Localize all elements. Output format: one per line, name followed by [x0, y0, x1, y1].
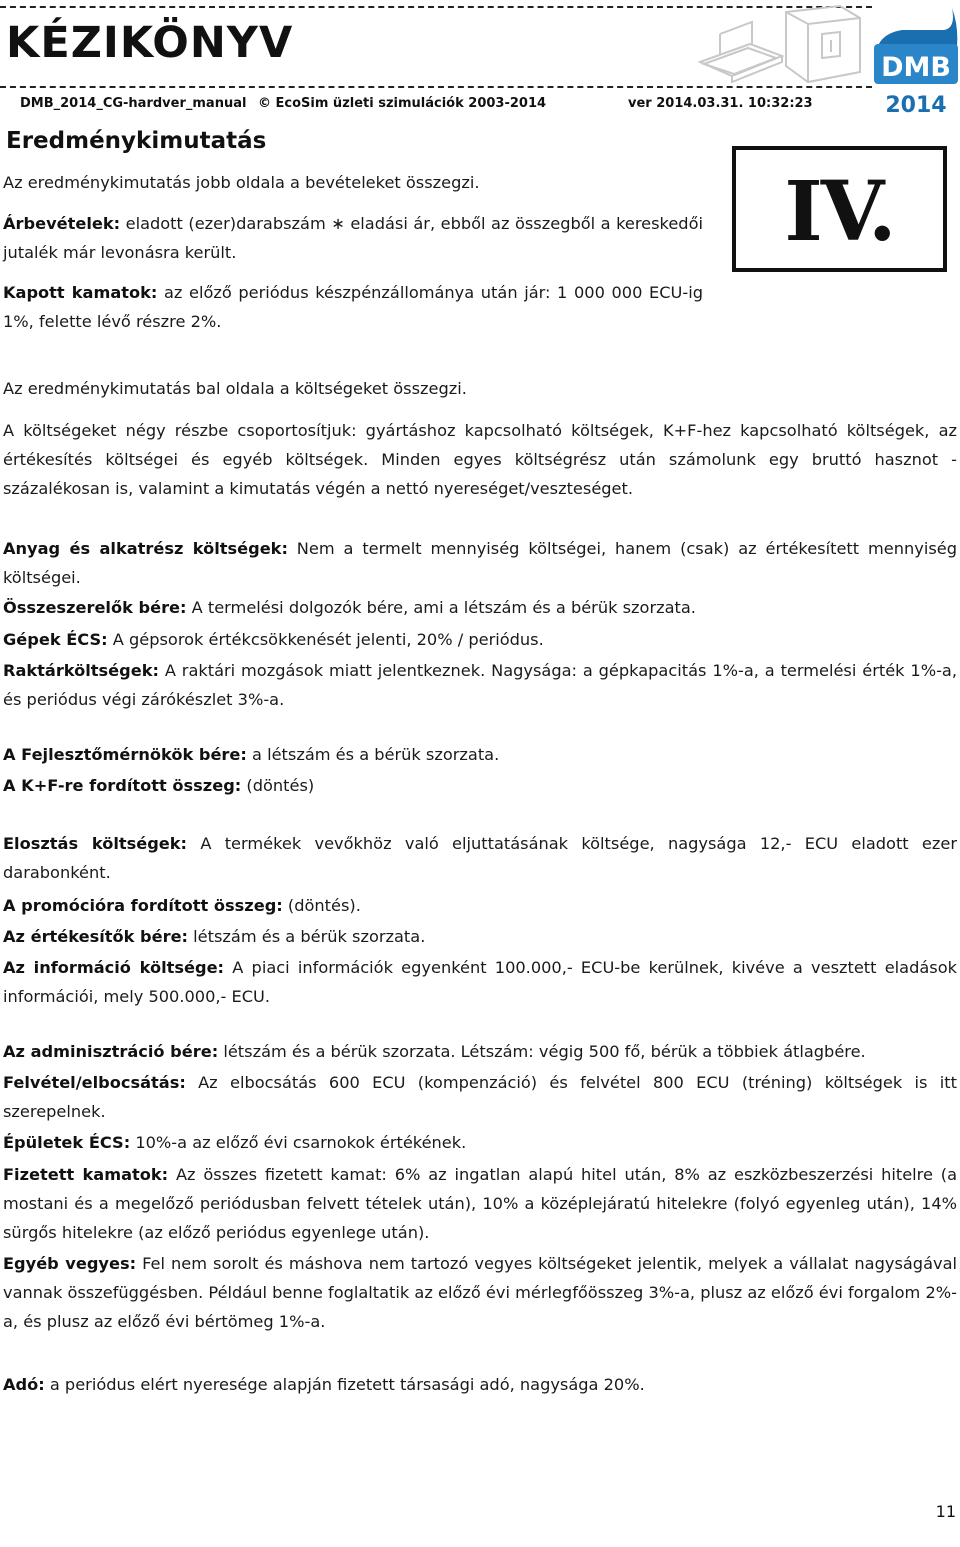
paragraph-assembler-wages: Összeszerelők bére: A termelési dolgozók bére, ami a létszám és a bérük szorzata. [3, 598, 696, 617]
paragraph-engineer-wages: A Fejlesztőmérnökök bére: a létszám és a bérük szorzata. [3, 745, 500, 764]
paragraph-distribution-costs: Elosztás költségek: A termékek vevőkhöz való eljuttatásának költsége, nagysága 12,- ECU eladott ezer darabonként. [3, 834, 957, 882]
paragraph-interest-received: Kapott kamatok: az előző periódus készpénzállománya után jár: 1 000 000 ECU-ig 1%, felette lévő részre 2%. [3, 283, 703, 331]
file-name: DMB_2014_CG-hardver_manual [20, 96, 247, 111]
chapter-box [732, 146, 947, 272]
paragraph-machine-depreciation: Gépek ÉCS: A gépsorok értékcsökkenését jelenti, 20% / periódus. [3, 630, 544, 649]
paragraph-sales-wages: Az értékesítők bére: létszám és a bérük szorzata. [3, 927, 426, 946]
paragraph-tax: Adó: a periódus elért nyeresége alapján fizetett társasági adó, nagysága 20%. [3, 1375, 645, 1394]
paragraph-building-depreciation: Épületek ÉCS: 10%-a az előző évi csarnokok értékének. [3, 1133, 467, 1152]
version-text: ver 2014.03.31. 10:32:23 [628, 96, 813, 111]
paragraph-cost-groups: A költségeket négy részbe csoportosítjuk: gyártáshoz kapcsolható költségek, K+F-hez kapcsolható költségek, az értékesítés költségei és egyéb költségek. Minden egyes költségrész után számolunk egy bruttó hasznot - százalékosan is, valamint a kimutatás végén a nettó nyereséget/veszteséget. [3, 421, 957, 498]
page-number: 11 [935, 1502, 956, 1521]
paragraph-promotion: A promócióra fordított összeg: (döntés). [3, 896, 361, 915]
paragraph-information-cost: Az információ költsége: A piaci információk egyenként 100.000,- ECU-be kerülnek, kivéve a vesztett eladások információi, mely 500.000,- ECU. [3, 958, 957, 1006]
paragraph-interest-paid: Fizetett kamatok: Az összes fizetett kamat: 6% az ingatlan alapú hitel után, 8% az eszközbeszerzési hitelre (a mostani és a megelőző periódusban felvett tételek után), 10% a középlejáratú hitelekre (folyó egyenleg után), 14% sürgős hitelekre (az előző periódus egyenlege után). [3, 1165, 958, 1242]
paragraph-hiring-firing: Felvétel/elbocsátás: Az elbocsátás 600 ECU (kompenzáció) és felvétel 800 ECU (tréning) költségek is itt szerepelnek. [3, 1073, 957, 1121]
dmb-logo-text: DMB [881, 52, 951, 83]
paragraph-revenue: Árbevételek: eladott (ezer)darabszám ∗ eladási ár, ebből az összegből a kereskedői jutalék már levonásra került. [3, 214, 703, 262]
chapter-number: IV. [784, 164, 895, 260]
paragraph-income-left-side: Az eredménykimutatás bal oldala a költségeket összegzi. [3, 379, 467, 398]
copyright-text: © EcoSim üzleti szimulációk 2003-2014 [258, 96, 547, 111]
paragraph-income-right-side: Az eredménykimutatás jobb oldala a bevételeket összegzi. [3, 173, 480, 192]
document-title: KÉZIKÖNYV [6, 18, 294, 68]
dmb-logo-year: 2014 [885, 93, 947, 118]
paragraph-miscellaneous: Egyéb vegyes: Fel nem sorolt és máshova nem tartozó vegyes költségeket jelentik, melyek a vállalat nagyságával vannak összefüggésben. Például benne foglaltatik az előző évi mérlegfőösszeg 3%-a, plusz az előző évi forgalom 2%-a, és plusz az előző évi bértömeg 1%-a. [3, 1254, 958, 1331]
paragraph-admin-wages: Az adminisztráció bére: létszám és a bérük szorzata. Létszám: végig 500 fő, bérük a többiek átlagbére. [3, 1042, 866, 1061]
paragraph-material-costs: Anyag és alkatrész költségek: Nem a termelt mennyiség költségei, hanem (csak) az értékesített mennyiség költségei. [3, 539, 957, 587]
paragraph-rd-amount: A K+F-re fordított összeg: (döntés) [3, 776, 315, 795]
dmb-logo [872, 0, 960, 122]
paragraph-warehouse-costs: Raktárköltségek: A raktári mozgások miatt jelentkeznek. Nagysága: a gépkapacitás 1%-a, a termelési érték 1%-a, és periódus végi zárókészlet 3%-a. [3, 661, 957, 709]
computer-illustration [690, 4, 868, 90]
section-title: Eredménykimutatás [6, 128, 267, 154]
